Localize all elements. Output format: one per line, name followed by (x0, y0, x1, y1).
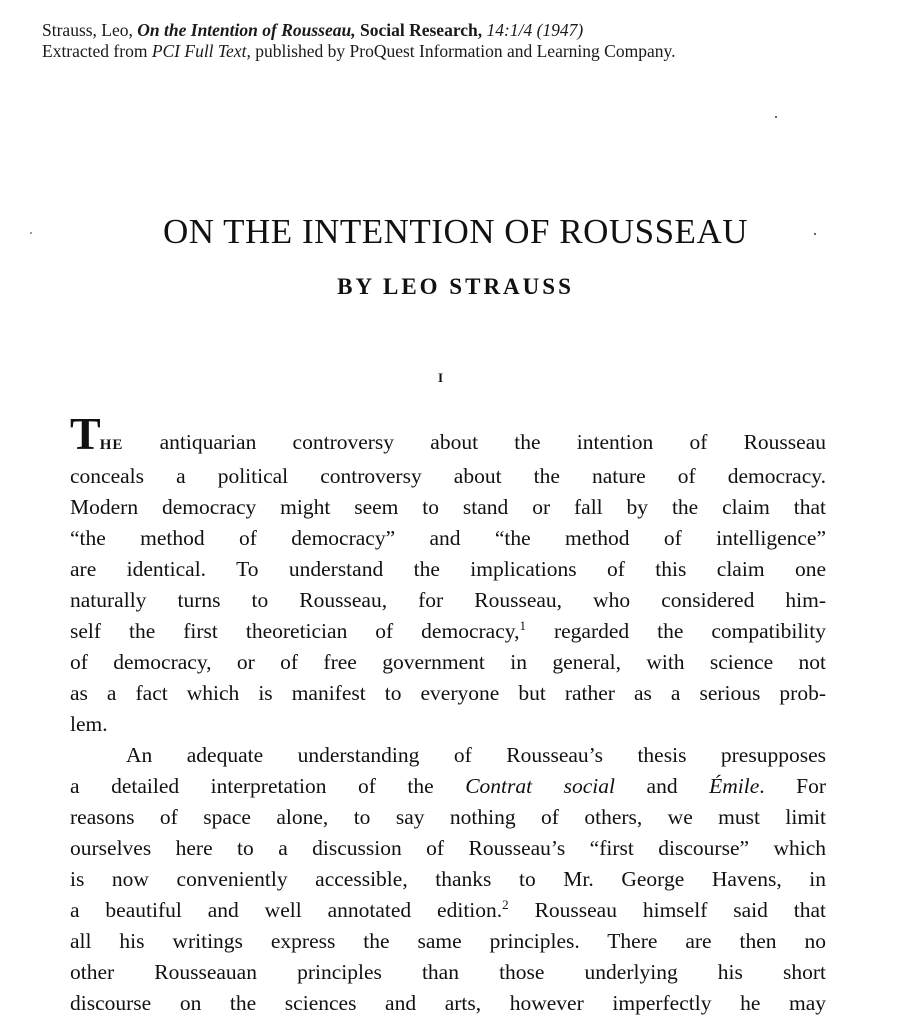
text-line: An adequate understanding of Rousseau’s thesis presupposes (126, 743, 826, 767)
article-byline: BY LEO STRAUSS (337, 274, 574, 299)
article-body (70, 408, 827, 1019)
section-number: I (438, 370, 444, 385)
text-line: are identical. To understand the implications of this claim one (70, 557, 826, 581)
scan-speck (775, 116, 777, 118)
citation-volume: 14:1/4 (1947) (486, 20, 584, 40)
text-line (70, 771, 826, 802)
text-span: regarded the compatibility (553, 619, 827, 643)
citation-author: Strauss, Leo, (42, 20, 133, 40)
footnote-ref-1: 1 (519, 617, 526, 633)
small-caps: HE (99, 437, 124, 453)
text-span: Rousseau himself said that (534, 898, 827, 922)
text-span: antiquarian controversy about the intention of Rousseau (159, 430, 826, 454)
text-line (70, 408, 826, 461)
footnote-ref-2: 2 (502, 896, 509, 912)
text-line (70, 895, 826, 926)
text-span: self the first theoretician of democracy, (70, 619, 520, 643)
citation-source: PCI Full Text, (151, 41, 251, 61)
text-span: . For (759, 774, 827, 798)
citation-line-2 (42, 41, 675, 62)
drop-cap: T (70, 408, 100, 459)
italic-title-emile: Émile (709, 774, 760, 798)
text-span: a beautiful and well annotated edition. (70, 898, 503, 922)
text-line: discourse on the sciences and arts, however imperfectly he may (70, 991, 826, 1015)
citation-header (42, 20, 675, 62)
citation-suffix: published by ProQuest Information and Learning Company. (255, 41, 676, 61)
text-line: lem. (70, 712, 108, 736)
italic-title-contrat: Contrat social (465, 774, 615, 798)
text-line: reasons of space alone, to say nothing of others, we must limit (70, 805, 826, 829)
citation-line-1 (42, 20, 675, 41)
citation-prefix: Extracted from (42, 41, 148, 61)
text-line: other Rousseauan principles than those underlying his short (70, 960, 826, 984)
paragraph-2 (70, 740, 826, 1019)
text-span: and (646, 774, 678, 798)
text-line: naturally turns to Rousseau, for Rousseau, who considered him- (70, 588, 826, 612)
text-line: Modern democracy might seem to stand or fall by the claim that (70, 495, 826, 519)
text-line (70, 616, 826, 647)
text-line: all his writings express the same principles. There are then no (70, 929, 826, 953)
text-line: as a fact which is manifest to everyone but rather as a serious prob- (70, 681, 826, 705)
text-line: conceals a political controversy about the nature of democracy. (70, 464, 826, 488)
citation-work-title: On the Intention of Rousseau, (137, 20, 356, 40)
text-line: is now conveniently accessible, thanks to Mr. George Havens, in (70, 867, 826, 891)
text-span: a detailed interpretation of the (70, 774, 434, 798)
citation-journal: Social Research, (359, 20, 483, 40)
article-title: ON THE INTENTION OF ROUSSEAU (162, 212, 748, 251)
text-line: ourselves here to a discussion of Rousseau’s “first discourse” which (70, 836, 826, 860)
text-line: “the method of democracy” and “the method of intelligence” (70, 526, 826, 550)
text-line: of democracy, or of free government in general, with science not (70, 650, 826, 674)
paragraph-1 (70, 408, 827, 740)
